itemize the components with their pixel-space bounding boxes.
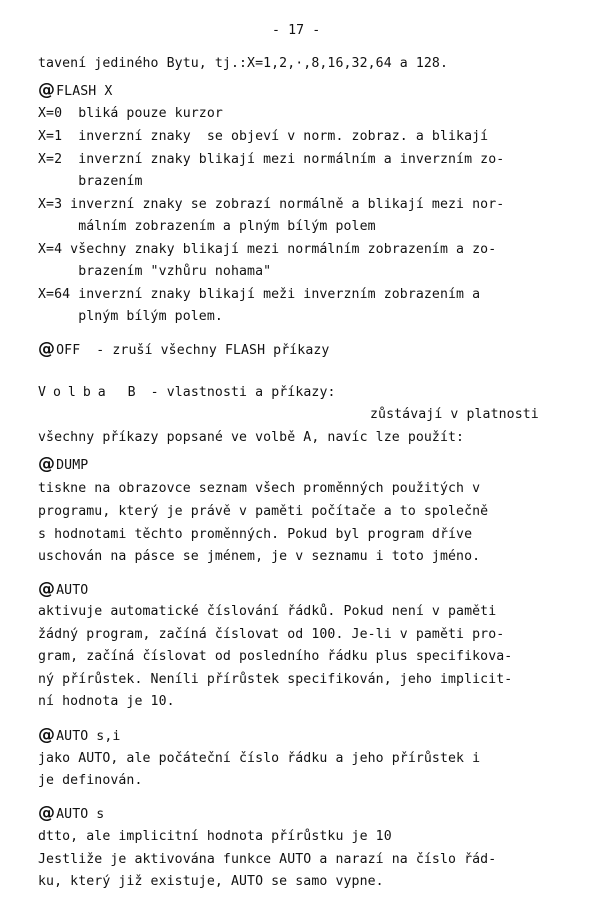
auto-s-line: dtto, ale implicitní hodnota přírůstku je 10 xyxy=(38,829,392,844)
flash-heading-text: FLASH X xyxy=(56,84,113,99)
auto-s-heading-text: AUTO s xyxy=(56,807,105,822)
flash-row: X=64 inverzní znaky blikají meži inverzním zobrazením a xyxy=(38,287,481,302)
off-text: OFF - zruší všechny FLASH příkazy xyxy=(56,343,330,358)
dump-line: s hodnotami těchto proměnných. Pokud byl program dříve xyxy=(38,527,473,542)
auto-si-heading xyxy=(38,726,120,746)
auto-line: žádný program, začíná číslovat od 100. Je-li v paměti pro- xyxy=(38,627,505,642)
dump-heading xyxy=(38,455,88,475)
auto-si-line: jako AUTO, ale počáteční číslo řádku a jeho přírůstek i xyxy=(38,751,481,766)
volba-b-line: všechny příkazy popsané ve volbě A, navíc lze použít: xyxy=(38,430,465,445)
dump-line: tiskne na obrazovce seznam všech proměnných použitých v xyxy=(38,481,481,496)
flash-row: X=1 inverzní znaky se objeví v norm. zobraz. a blikají xyxy=(38,129,489,144)
flash-heading xyxy=(38,81,112,101)
flash-row: X=3 inverzní znaky se zobrazí normálně a blikají mezi nor- xyxy=(38,197,505,212)
volba-b-title xyxy=(38,384,336,402)
flash-row: X=4 všechny znaky blikají mezi normálním zobrazením a zo- xyxy=(38,242,497,257)
auto-line: ný přírůstek. Neníli přírůstek specifikován, jeho implicit- xyxy=(38,672,513,687)
at-sign-icon: @ xyxy=(38,725,56,745)
off-line xyxy=(38,340,329,360)
auto-line: gram, začíná číslovat od posledního řádku plus specifikova- xyxy=(38,649,513,664)
flash-row: brazením "vzhůru nohama" xyxy=(38,264,272,279)
flash-row: málním zobrazením a plným bílým polem xyxy=(38,219,376,234)
dump-line: programu, který je právě v paměti počítače a to společně xyxy=(38,504,489,519)
at-sign-icon: @ xyxy=(38,339,56,359)
volba-b-line: zůstávají v platnosti xyxy=(370,407,539,422)
auto-si-heading-text: AUTO s,i xyxy=(56,729,121,744)
auto-s-line: Jestliže je aktivována funkce AUTO a narazí na číslo řád- xyxy=(38,852,497,867)
flash-row: plným bílým polem. xyxy=(38,309,223,324)
auto-s-line: ku, který již existuje, AUTO se samo vypne. xyxy=(38,874,384,889)
auto-line: aktivuje automatické číslování řádků. Pokud není v paměti xyxy=(38,604,497,619)
flash-row: X=0 bliká pouze kurzor xyxy=(38,106,223,121)
flash-row: brazením xyxy=(38,174,143,189)
auto-heading-text: AUTO xyxy=(56,583,89,598)
volba-b-spaced: Volba B xyxy=(38,385,143,400)
auto-line: ní hodnota je 10. xyxy=(38,694,175,709)
auto-s-heading xyxy=(38,804,104,824)
at-sign-icon: @ xyxy=(38,803,56,823)
at-sign-icon: @ xyxy=(38,579,56,599)
dump-heading-text: DUMP xyxy=(56,458,89,473)
at-sign-icon: @ xyxy=(38,80,56,100)
auto-heading xyxy=(38,580,88,600)
volba-b-rest: - vlastnosti a příkazy: xyxy=(142,385,336,400)
page-number: - 17 - xyxy=(272,23,321,38)
dump-line: uschován na pásce se jménem, je v seznamu i toto jméno. xyxy=(38,549,481,564)
flash-row: X=2 inverzní znaky blikají mezi normálním a inverzním zo- xyxy=(38,152,505,167)
auto-si-line: je definován. xyxy=(38,773,143,788)
intro-line: tavení jediného Bytu, tj.:X=1,2,·,8,16,32,64 a 128. xyxy=(38,56,449,71)
at-sign-icon: @ xyxy=(38,454,56,474)
